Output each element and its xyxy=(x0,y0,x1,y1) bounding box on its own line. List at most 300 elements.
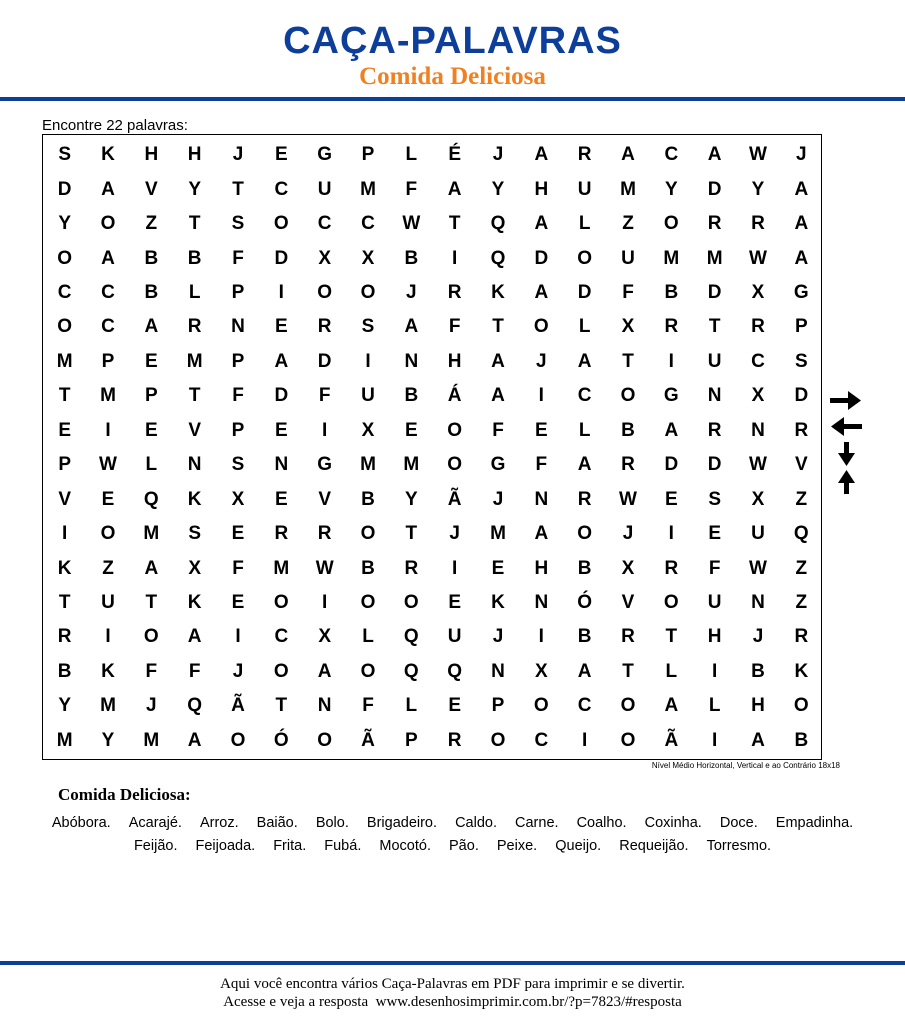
grid-cell[interactable]: O xyxy=(57,247,73,269)
grid-cell[interactable]: Ã xyxy=(664,729,679,751)
grid-cell[interactable]: T xyxy=(232,178,244,200)
grid-cell[interactable]: W xyxy=(749,247,767,269)
grid-cell[interactable]: A xyxy=(317,660,332,682)
grid-cell[interactable]: R xyxy=(577,144,592,166)
grid-cell[interactable]: Z xyxy=(795,488,808,510)
grid-cell[interactable]: A xyxy=(577,454,592,476)
grid-cell[interactable]: G xyxy=(490,454,506,476)
grid-cell[interactable]: I xyxy=(278,281,284,303)
grid-cell[interactable]: T xyxy=(622,350,634,372)
grid-cell[interactable]: O xyxy=(620,729,636,751)
grid-cell[interactable]: C xyxy=(274,178,289,200)
grid-cell[interactable]: A xyxy=(491,350,505,372)
grid-cell[interactable]: O xyxy=(230,729,246,751)
grid-cell[interactable]: Z xyxy=(795,557,808,579)
grid-cell[interactable]: D xyxy=(534,247,549,269)
grid-cell[interactable]: P xyxy=(491,695,505,717)
grid-cell[interactable]: S xyxy=(231,213,245,235)
grid-cell[interactable]: H xyxy=(447,350,462,372)
grid-cell[interactable]: Q xyxy=(490,213,506,235)
grid-cell[interactable]: I xyxy=(582,729,588,751)
grid-cell[interactable]: A xyxy=(144,557,159,579)
grid-cell[interactable]: X xyxy=(231,488,245,510)
grid-cell[interactable]: X xyxy=(751,281,765,303)
grid-cell[interactable]: D xyxy=(794,385,809,407)
grid-cell[interactable]: B xyxy=(57,660,72,682)
grid-cell[interactable]: K xyxy=(57,557,72,579)
grid-cell[interactable]: E xyxy=(101,488,115,510)
grid-cell[interactable]: I xyxy=(322,419,328,441)
grid-cell[interactable]: O xyxy=(577,247,593,269)
grid-cell[interactable]: R xyxy=(274,523,289,545)
grid-cell[interactable]: O xyxy=(273,591,289,613)
grid-cell[interactable]: T xyxy=(275,695,288,717)
grid-cell[interactable]: B xyxy=(577,557,592,579)
grid-cell[interactable]: L xyxy=(188,281,201,303)
grid-cell[interactable]: O xyxy=(100,213,116,235)
grid-cell[interactable]: A xyxy=(404,316,419,338)
grid-cell[interactable]: O xyxy=(620,695,636,717)
grid-cell[interactable]: I xyxy=(452,247,458,269)
grid-cell[interactable]: J xyxy=(752,626,764,648)
grid-cell[interactable]: W xyxy=(402,213,421,235)
grid-cell[interactable]: U xyxy=(101,591,115,613)
grid-cell[interactable]: F xyxy=(362,695,374,717)
grid-cell[interactable]: F xyxy=(232,385,244,407)
grid-cell[interactable]: N xyxy=(404,350,419,372)
grid-cell[interactable]: C xyxy=(751,350,765,372)
grid-cell[interactable]: I xyxy=(712,660,718,682)
grid-cell[interactable]: C xyxy=(101,281,115,303)
grid-cell[interactable]: C xyxy=(664,144,679,166)
grid-cell[interactable]: R xyxy=(707,213,722,235)
grid-cell[interactable]: F xyxy=(448,316,461,338)
grid-cell[interactable]: M xyxy=(360,454,376,476)
grid-cell[interactable]: V xyxy=(318,488,331,510)
grid-cell[interactable]: É xyxy=(448,144,461,166)
grid-cell[interactable]: Y xyxy=(491,178,505,200)
grid-cell[interactable]: V xyxy=(144,178,158,200)
grid-cell[interactable]: K xyxy=(187,488,202,510)
grid-cell[interactable]: E xyxy=(664,488,678,510)
grid-cell[interactable]: F xyxy=(492,419,504,441)
grid-cell[interactable]: Ó xyxy=(577,591,593,613)
grid-cell[interactable]: A xyxy=(664,695,679,717)
grid-cell[interactable]: H xyxy=(707,626,722,648)
grid-cell[interactable]: W xyxy=(749,144,767,166)
grid-cell[interactable]: J xyxy=(492,626,504,648)
grid-cell[interactable]: S xyxy=(231,454,245,476)
grid-cell[interactable]: M xyxy=(186,350,203,372)
grid-cell[interactable]: F xyxy=(535,454,548,476)
grid-cell[interactable]: C xyxy=(577,695,592,717)
grid-cell[interactable]: B xyxy=(751,660,765,682)
grid-cell[interactable]: B xyxy=(404,247,419,269)
grid-cell[interactable]: T xyxy=(145,591,158,613)
grid-cell[interactable]: F xyxy=(188,660,201,682)
grid-cell[interactable]: R xyxy=(187,316,202,338)
grid-cell[interactable]: U xyxy=(751,523,765,545)
grid-cell[interactable]: K xyxy=(101,144,115,166)
grid-cell[interactable]: C xyxy=(317,213,332,235)
grid-cell[interactable]: T xyxy=(188,213,201,235)
grid-cell[interactable]: N xyxy=(534,591,549,613)
grid-cell[interactable]: Q xyxy=(447,660,463,682)
grid-cell[interactable]: A xyxy=(447,178,462,200)
grid-cell[interactable]: D xyxy=(707,454,722,476)
grid-cell[interactable]: E xyxy=(448,695,461,717)
grid-cell[interactable]: F xyxy=(318,385,331,407)
grid-cell[interactable]: I xyxy=(668,523,674,545)
grid-cell[interactable]: E xyxy=(274,316,288,338)
grid-cell[interactable]: A xyxy=(534,281,549,303)
grid-cell[interactable]: S xyxy=(188,523,201,545)
grid-cell[interactable]: A xyxy=(491,385,505,407)
grid-cell[interactable]: P xyxy=(231,350,245,372)
grid-cell[interactable]: O xyxy=(663,213,679,235)
grid-cell[interactable]: E xyxy=(708,523,721,545)
grid-cell[interactable]: G xyxy=(317,144,333,166)
grid-cell[interactable]: E xyxy=(274,144,288,166)
grid-cell[interactable]: Q xyxy=(403,626,419,648)
grid-cell[interactable]: H xyxy=(534,178,549,200)
grid-cell[interactable]: N xyxy=(751,419,765,441)
grid-cell[interactable]: E xyxy=(404,419,418,441)
grid-cell[interactable]: A xyxy=(534,144,549,166)
grid-cell[interactable]: M xyxy=(490,523,506,545)
grid-cell[interactable]: O xyxy=(793,695,809,717)
grid-cell[interactable]: E xyxy=(274,419,288,441)
grid-cell[interactable]: U xyxy=(447,626,462,648)
grid-cell[interactable]: Z xyxy=(145,213,158,235)
grid-cell[interactable]: X xyxy=(361,247,375,269)
grid-cell[interactable]: O xyxy=(360,281,376,303)
grid-cell[interactable]: S xyxy=(361,316,375,338)
grid-cell[interactable]: H xyxy=(534,557,549,579)
grid-cell[interactable]: W xyxy=(749,557,767,579)
grid-cell[interactable]: V xyxy=(794,454,808,476)
grid-cell[interactable]: D xyxy=(274,385,289,407)
grid-cell[interactable]: Y xyxy=(751,178,765,200)
grid-cell[interactable]: E xyxy=(448,591,461,613)
grid-cell[interactable]: E xyxy=(144,350,158,372)
grid-cell[interactable]: D xyxy=(57,178,72,200)
grid-cell[interactable]: L xyxy=(405,695,418,717)
grid-cell[interactable]: O xyxy=(317,281,333,303)
grid-cell[interactable]: A xyxy=(534,213,549,235)
grid-cell[interactable]: X xyxy=(621,316,635,338)
grid-cell[interactable]: U xyxy=(361,385,375,407)
grid-cell[interactable]: R xyxy=(664,316,679,338)
grid-cell[interactable]: O xyxy=(273,660,289,682)
grid-cell[interactable]: R xyxy=(57,626,72,648)
grid-cell[interactable]: V xyxy=(188,419,201,441)
grid-cell[interactable]: D xyxy=(274,247,289,269)
grid-cell[interactable]: S xyxy=(708,488,721,510)
grid-cell[interactable]: R xyxy=(707,419,722,441)
grid-cell[interactable]: U xyxy=(317,178,332,200)
grid-cell[interactable]: A xyxy=(101,178,115,200)
grid-cell[interactable]: M xyxy=(100,695,116,717)
grid-cell[interactable]: J xyxy=(492,488,504,510)
grid-cell[interactable]: B xyxy=(794,729,809,751)
grid-cell[interactable]: L xyxy=(405,144,418,166)
grid-cell[interactable]: R xyxy=(317,316,332,338)
grid-cell[interactable]: A xyxy=(794,178,809,200)
grid-cell[interactable]: I xyxy=(235,626,241,648)
grid-cell[interactable]: B xyxy=(621,419,635,441)
grid-cell[interactable]: A xyxy=(621,144,635,166)
grid-cell[interactable]: N xyxy=(491,660,505,682)
grid-cell[interactable]: T xyxy=(188,385,201,407)
grid-cell[interactable]: R xyxy=(447,729,462,751)
grid-cell[interactable]: K xyxy=(491,281,505,303)
grid-cell[interactable]: M xyxy=(273,557,290,579)
grid-cell[interactable]: K xyxy=(491,591,505,613)
grid-cell[interactable]: A xyxy=(794,247,809,269)
grid-cell[interactable]: M xyxy=(56,729,73,751)
grid-cell[interactable]: A xyxy=(101,247,115,269)
grid-cell[interactable]: B xyxy=(404,385,419,407)
grid-cell[interactable]: D xyxy=(707,178,722,200)
grid-cell[interactable]: E xyxy=(274,488,288,510)
grid-cell[interactable]: O xyxy=(100,523,116,545)
grid-cell[interactable]: O xyxy=(663,591,679,613)
grid-cell[interactable]: U xyxy=(707,350,722,372)
grid-cell[interactable]: X xyxy=(621,557,635,579)
grid-cell[interactable]: L xyxy=(578,419,591,441)
grid-cell[interactable]: X xyxy=(188,557,201,579)
grid-cell[interactable]: E xyxy=(231,591,245,613)
grid-cell[interactable]: I xyxy=(365,350,371,372)
grid-cell[interactable]: B xyxy=(144,247,159,269)
grid-cell[interactable]: A xyxy=(577,660,592,682)
grid-cell[interactable]: W xyxy=(619,488,637,510)
grid-cell[interactable]: L xyxy=(708,695,721,717)
grid-cell[interactable]: O xyxy=(273,213,289,235)
grid-cell[interactable]: X xyxy=(751,385,765,407)
grid-cell[interactable]: J xyxy=(492,144,504,166)
grid-cell[interactable]: J xyxy=(232,144,244,166)
grid-cell[interactable]: Y xyxy=(58,213,71,235)
grid-cell[interactable]: Ó xyxy=(273,729,289,751)
grid-cell[interactable]: X xyxy=(534,660,548,682)
grid-cell[interactable]: M xyxy=(143,523,160,545)
grid-cell[interactable]: R xyxy=(447,281,462,303)
grid-cell[interactable]: R xyxy=(621,626,635,648)
grid-cell[interactable]: Y xyxy=(404,488,418,510)
grid-cell[interactable]: B xyxy=(664,281,679,303)
grid-cell[interactable]: Y xyxy=(101,729,115,751)
grid-cell[interactable]: M xyxy=(143,729,160,751)
grid-cell[interactable]: F xyxy=(622,281,634,303)
grid-cell[interactable]: A xyxy=(274,350,289,372)
grid-cell[interactable]: F xyxy=(145,660,158,682)
grid-cell[interactable]: L xyxy=(145,454,158,476)
grid-cell[interactable]: P xyxy=(231,419,245,441)
grid-cell[interactable]: E xyxy=(144,419,158,441)
grid-cell[interactable]: A xyxy=(751,729,765,751)
grid-cell[interactable]: O xyxy=(360,660,376,682)
grid-cell[interactable]: B xyxy=(187,247,202,269)
grid-cell[interactable]: U xyxy=(707,591,722,613)
grid-cell[interactable]: N xyxy=(534,488,549,510)
grid-cell[interactable]: J xyxy=(146,695,157,717)
grid-cell[interactable]: B xyxy=(577,626,592,648)
grid-cell[interactable]: J xyxy=(449,523,460,545)
grid-cell[interactable]: E xyxy=(58,419,71,441)
grid-cell[interactable]: W xyxy=(315,557,334,579)
grid-cell[interactable]: I xyxy=(538,385,544,407)
grid-cell[interactable]: D xyxy=(577,281,592,303)
grid-cell[interactable]: I xyxy=(62,523,68,545)
grid-cell[interactable]: A xyxy=(187,626,202,648)
grid-cell[interactable]: Y xyxy=(58,695,71,717)
grid-cell[interactable]: R xyxy=(794,626,809,648)
grid-cell[interactable]: M xyxy=(56,350,73,372)
grid-cell[interactable]: O xyxy=(620,385,636,407)
grid-cell[interactable]: V xyxy=(621,591,635,613)
grid-cell[interactable]: S xyxy=(58,144,71,166)
grid-cell[interactable]: I xyxy=(668,350,674,372)
grid-cell[interactable]: O xyxy=(447,419,463,441)
grid-cell[interactable]: R xyxy=(664,557,679,579)
grid-cell[interactable]: X xyxy=(751,488,765,510)
grid-cell[interactable]: M xyxy=(620,178,636,200)
grid-cell[interactable]: V xyxy=(58,488,71,510)
grid-cell[interactable]: Y xyxy=(188,178,201,200)
grid-cell[interactable]: Z xyxy=(622,213,634,235)
grid-cell[interactable]: A xyxy=(577,350,592,372)
grid-cell[interactable]: E xyxy=(491,557,505,579)
grid-cell[interactable]: K xyxy=(101,660,115,682)
grid-cell[interactable]: I xyxy=(712,729,718,751)
grid-cell[interactable]: R xyxy=(317,523,332,545)
grid-cell[interactable]: Z xyxy=(102,557,114,579)
grid-cell[interactable]: P xyxy=(101,350,115,372)
grid-cell[interactable]: O xyxy=(533,695,549,717)
grid-cell[interactable]: F xyxy=(232,247,244,269)
grid-cell[interactable]: O xyxy=(447,454,463,476)
grid-cell[interactable]: Y xyxy=(664,178,678,200)
grid-cell[interactable]: T xyxy=(448,213,461,235)
grid-cell[interactable]: M xyxy=(663,247,680,269)
grid-cell[interactable]: N xyxy=(317,695,332,717)
grid-cell[interactable]: J xyxy=(622,523,634,545)
grid-cell[interactable]: O xyxy=(360,591,376,613)
grid-cell[interactable]: O xyxy=(143,626,159,648)
grid-cell[interactable]: I xyxy=(105,419,111,441)
grid-cell[interactable]: X xyxy=(318,247,331,269)
grid-cell[interactable]: X xyxy=(318,626,331,648)
grid-cell[interactable]: N xyxy=(187,454,202,476)
grid-cell[interactable]: B xyxy=(361,488,375,510)
grid-cell[interactable]: Z xyxy=(795,591,808,613)
grid-cell[interactable]: C xyxy=(57,281,72,303)
grid-cell[interactable]: J xyxy=(232,660,244,682)
grid-cell[interactable]: O xyxy=(360,523,376,545)
grid-cell[interactable]: D xyxy=(664,454,679,476)
grid-cell[interactable]: A xyxy=(144,316,159,338)
grid-cell[interactable]: G xyxy=(793,281,809,303)
grid-cell[interactable]: R xyxy=(621,454,635,476)
grid-cell[interactable]: Q xyxy=(490,247,506,269)
grid-cell[interactable]: L xyxy=(578,213,591,235)
grid-cell[interactable]: S xyxy=(794,350,808,372)
grid-cell[interactable]: I xyxy=(322,591,328,613)
grid-cell[interactable]: T xyxy=(405,523,418,545)
grid-cell[interactable]: R xyxy=(577,488,592,510)
grid-cell[interactable]: A xyxy=(534,523,549,545)
grid-cell[interactable]: I xyxy=(538,626,544,648)
grid-cell[interactable]: A xyxy=(187,729,202,751)
grid-cell[interactable]: P xyxy=(404,729,418,751)
grid-cell[interactable]: Ã xyxy=(231,695,245,717)
grid-cell[interactable]: K xyxy=(187,591,202,613)
grid-cell[interactable]: C xyxy=(274,626,289,648)
grid-cell[interactable]: L xyxy=(578,316,591,338)
grid-cell[interactable]: D xyxy=(317,350,332,372)
grid-cell[interactable]: N xyxy=(274,454,289,476)
grid-cell[interactable]: O xyxy=(490,729,506,751)
grid-cell[interactable]: U xyxy=(577,178,592,200)
grid-cell[interactable]: F xyxy=(708,557,721,579)
grid-cell[interactable]: U xyxy=(621,247,635,269)
grid-cell[interactable]: R xyxy=(751,316,765,338)
grid-cell[interactable]: I xyxy=(452,557,458,579)
grid-cell[interactable]: C xyxy=(361,213,375,235)
grid-cell[interactable]: O xyxy=(403,591,419,613)
grid-cell[interactable]: A xyxy=(794,213,809,235)
grid-cell[interactable]: Á xyxy=(447,385,462,407)
grid-cell[interactable]: C xyxy=(577,385,592,407)
grid-cell[interactable]: H xyxy=(187,144,202,166)
grid-cell[interactable]: E xyxy=(231,523,245,545)
grid-cell[interactable]: K xyxy=(794,660,809,682)
grid-cell[interactable]: P xyxy=(58,454,71,476)
grid-cell[interactable]: R xyxy=(794,419,809,441)
grid-cell[interactable]: M xyxy=(100,385,116,407)
grid-cell[interactable]: P xyxy=(794,316,808,338)
grid-cell[interactable]: G xyxy=(663,385,679,407)
grid-cell[interactable]: O xyxy=(57,316,73,338)
grid-cell[interactable]: Q xyxy=(187,695,203,717)
grid-cell[interactable]: J xyxy=(406,281,417,303)
grid-cell[interactable]: F xyxy=(405,178,418,200)
grid-cell[interactable]: T xyxy=(492,316,504,338)
grid-cell[interactable]: L xyxy=(362,626,374,648)
grid-cell[interactable]: R xyxy=(404,557,419,579)
grid-cell[interactable]: L xyxy=(665,660,678,682)
grid-cell[interactable]: B xyxy=(361,557,375,579)
grid-cell[interactable]: J xyxy=(536,350,547,372)
grid-cell[interactable]: M xyxy=(360,178,376,200)
grid-cell[interactable]: Q xyxy=(793,523,809,545)
grid-cell[interactable]: P xyxy=(361,144,375,166)
grid-cell[interactable]: G xyxy=(317,454,333,476)
grid-cell[interactable]: D xyxy=(707,281,722,303)
grid-cell[interactable]: Q xyxy=(403,660,419,682)
grid-cell[interactable]: H xyxy=(144,144,159,166)
grid-cell[interactable]: C xyxy=(101,316,115,338)
grid-cell[interactable]: H xyxy=(751,695,765,717)
grid-cell[interactable]: P xyxy=(144,385,158,407)
grid-cell[interactable]: I xyxy=(105,626,111,648)
grid-cell[interactable]: O xyxy=(317,729,333,751)
grid-cell[interactable]: M xyxy=(706,247,723,269)
grid-cell[interactable]: W xyxy=(749,454,767,476)
grid-cell[interactable]: E xyxy=(534,419,548,441)
